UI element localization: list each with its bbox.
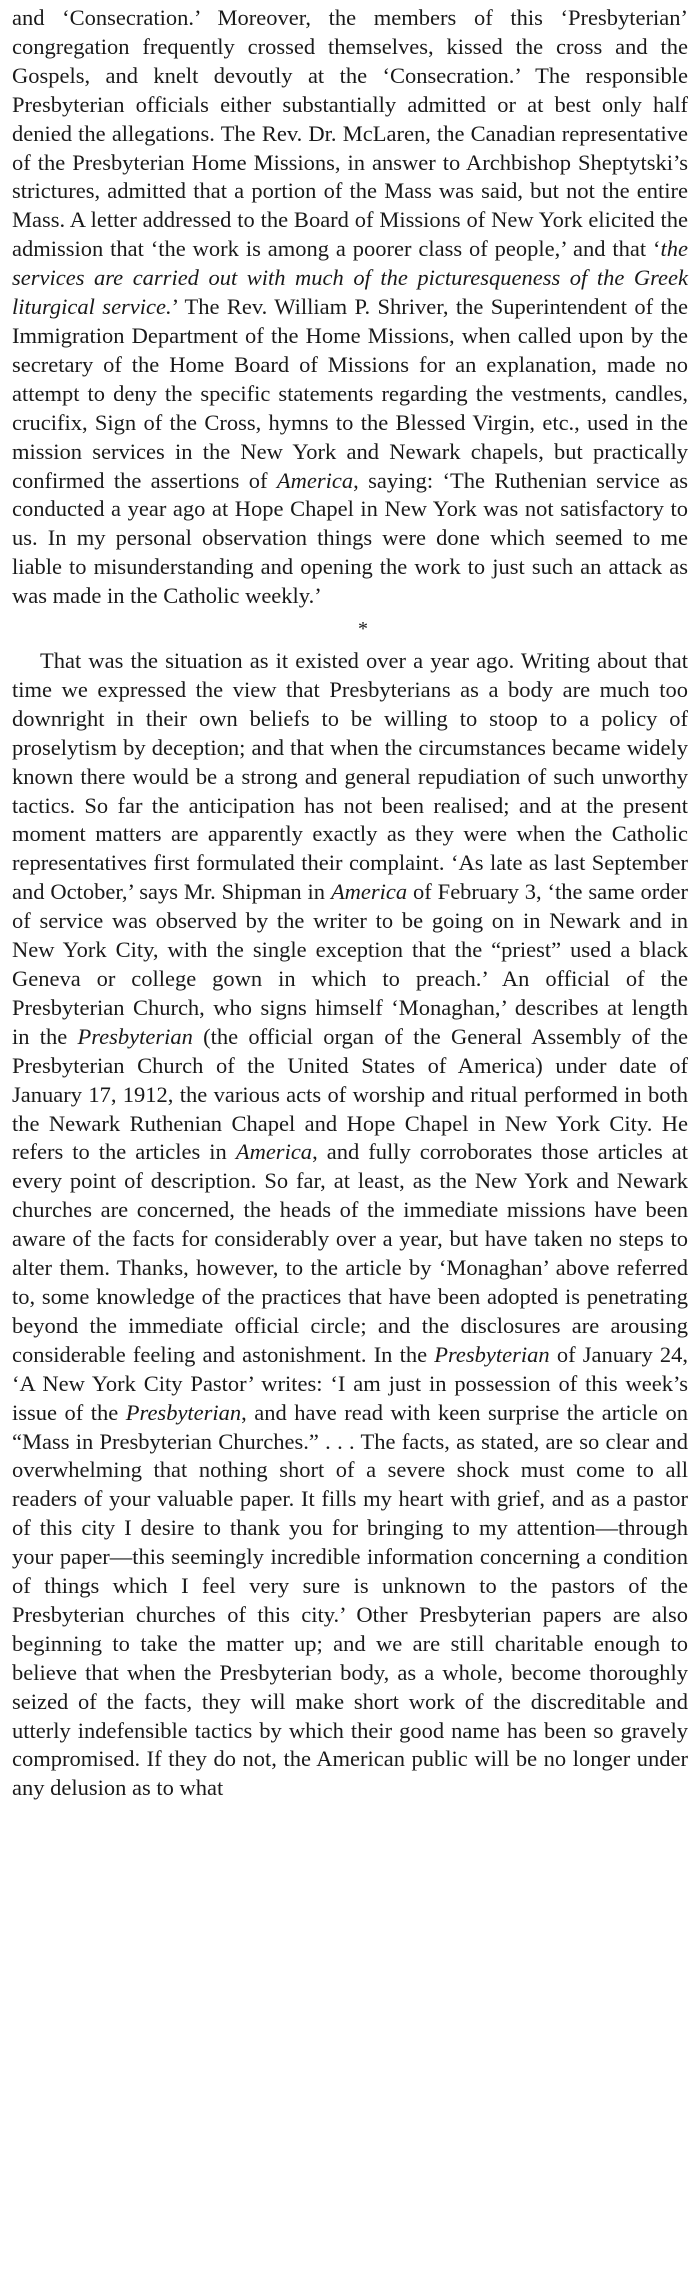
italic-title-presbyterian: Presbyterian — [434, 1341, 550, 1367]
paragraph-presbyterian-mass-allegations — [12, 4, 688, 611]
italic-quote: the services are carried out with much of the picturesqueness of the Greek liturgical service. — [12, 236, 688, 320]
italic-title-america: America — [276, 467, 354, 493]
text-run: (the official organ of the General Assembly of the Presbyterian Church of the United States of America) under date of January 17, 1912, the various acts of worship and ritual performed in both the Newark Ruthenian Chapel and Hope Chapel in New York City. He refers to the articles in — [12, 1023, 689, 1165]
italic-title-presbyterian: Presbyterian — [77, 1023, 193, 1049]
italic-title-presbyterian: Presbyterian — [125, 1399, 242, 1425]
text-run: , and fully corroborates those articles at every point of description. So far, at least, as the New York and Newark churches are concerned, the heads of the immediate missions have been aware of the facts for considerably over a year, but have taken no steps to alter them. Thanks, however, to the article by ‘Monaghan’ above referred to, some knowledge of the practices that have been adopted is penetrating beyond the immediate official circle; and the disclosures are arousing considerable feeling and astonishment. In the — [12, 1139, 688, 1367]
text-run: of January 24, ‘A New York City Pastor’ writes: ‘I am just in possession of this week’s issue of the — [12, 1341, 689, 1425]
text-run: of February 3, ‘the same order of service was observed by the writer to be going on in Newark and in New York City, with the single exception that the “priest” used a black Geneva or college gown in which to preach.’ An official of the Presbyterian Church, who signs himself ‘Monaghan,’ describes at length in the — [12, 879, 688, 1049]
text-run: , and have read with keen surprise the article on “Mass in Presbyterian Churches.” . . . The facts, as stated, are so clear and overwhelming that nothing short of a severe shock must come to all readers of your valuable paper. It fills my heart with grief, and as a pastor of this city I desire to thank you for bringing to my attention—through your paper—this seemingly incredible information concerning a condition of things which I feel very sure is unknown to the pastors of the Presbyterian churches of this city.’ Other Presbyterian papers are also beginning to take the matter up; and we are still charitable enough to believe that when the Presbyterian body, as a whole, become thoroughly seized of the facts, they will make short work of the discreditable and utterly indefensible tactics by which their good name has been so gravely compromised. If they do not, the American public will be no longer under any delusion as to what — [12, 1399, 688, 1801]
section-ornament: * — [358, 618, 368, 641]
text-run: , saying: ‘The Ruthenian service as conducted a year ago at Hope Chapel in New York was not satisfactory to us. In my personal observation things were done which seemed to me liable to misunderstanding and opening the work to just such an attack as was made in the Catholic weekly.’ — [12, 467, 689, 609]
text-run: That was the situation as it existed over a year ago. Writing about that time we expressed the view that Presbyterians as a body are much too downright in their own beliefs to be willing to stoop to a policy of proselytism by deception; and that when the circumstances became widely known there would be a strong and general repudiation of such unworthy tactics. So far the anticipation has not been realised; and at the present moment matters are apparently exactly as they were when the Catholic representatives first formulated their complaint. ‘As late as last September and October,’ says Mr. Shipman in — [12, 648, 688, 905]
paragraph-situation-over-a-year-ago — [12, 647, 688, 1803]
text-run: ’ The Rev. William P. Shriver, the Superintendent of the Immigration Department of the Home Missions, when called upon by the secretary of the Home Board of Missions for an explanation, made no attempt to deny the specific statements regarding the vestments, candles, crucifix, Sign of the Cross, hymns to the Blessed Virgin, etc., used in the mission services in the New York and Newark chapels, but practically confirmed the assertions of — [12, 294, 688, 493]
italic-title-america: America — [235, 1139, 313, 1165]
italic-title-america: America — [330, 879, 408, 905]
text-run: and ‘Consecration.’ Moreover, the members of this ‘Presbyterian’ congregation frequently crossed themselves, kissed the cross and the Gospels, and knelt devoutly at the ‘Consecration.’ The responsible Presbyterian officials either substantially admitted or at best only half denied the allegations. The Rev. Dr. McLaren, the Canadian representative of the Presbyterian Home Missions, in answer to Archbishop Sheptytski’s strictures, admitted that a portion of the Mass was said, but not the entire Mass. A letter addressed to the Board of Missions of New York elicited the admission that ‘the work is among a poorer class of people,’ and that ‘ — [12, 5, 688, 262]
